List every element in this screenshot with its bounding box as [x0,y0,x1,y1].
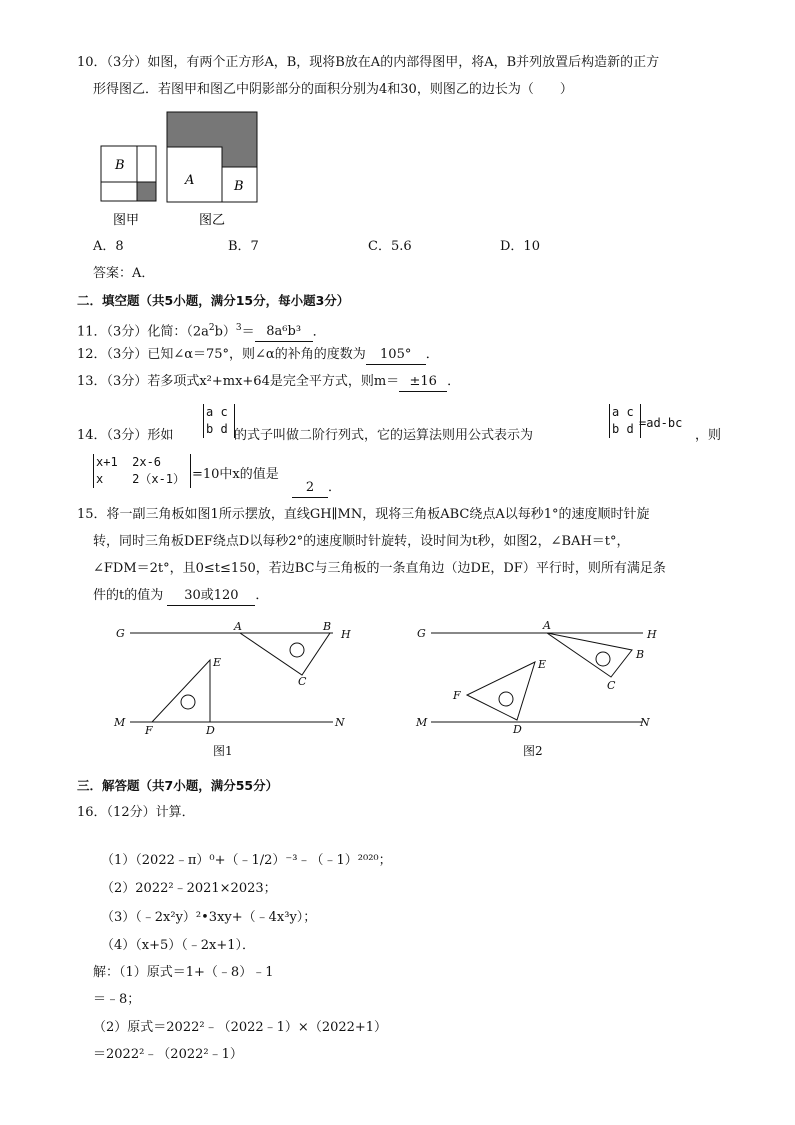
det2-row-2: x 2（x-1） [96,472,186,486]
q14-mid: 的式子叫做二阶行列式，它的运算法则用公式表示为 [234,428,534,443]
fig1-label-b: B [323,620,332,633]
q16-title: 16．（12分）计算． [77,805,195,820]
q10-figures [95,108,265,233]
q14-end: ，则 [695,428,722,443]
q10-line2: 形得图乙．若图甲和图乙中阴影部分的面积分别为4和30，则图乙的边长为（ ） [93,82,573,97]
caption-jia: 图甲 [113,213,140,228]
q11-answer: 8a⁶b³ [255,323,313,342]
q15-end: ． [255,588,269,603]
q11-pre: 11．（3分）化简：（2a [77,324,209,340]
q13 [77,373,460,392]
q10-option-c: C．5.6 [368,239,412,254]
fig2-label-f: F [453,689,461,702]
q11-sup2: 3 [235,323,242,333]
det-row-1: a c [612,405,634,419]
caption-yi: 图乙 [199,213,226,228]
q14-determinant-problem [93,454,191,488]
q11 [77,319,326,342]
q15-line2: 转，同时三角板DEF绕点D以每秒2°的速度顺时针旋转，设时间为t秒，如图2，∠BAH＝t°， [93,534,630,549]
fig1-label-g: G [116,627,125,640]
det-row-2: b d [612,422,634,436]
fig1-label-a: A [234,620,242,633]
q16-solution-2: ＝﹣8； [93,992,141,1007]
fig-b-label-2: B [234,179,244,194]
fig1-label-n: N [335,716,345,729]
figure-yi [167,112,257,202]
fig2-label-b: B [636,648,645,661]
fig2-label-m: M [416,716,428,729]
q15-figures [105,615,685,765]
q14-determinant-def [203,404,235,438]
q12-end: ． [425,347,439,362]
q11-end: ． [312,324,326,340]
fig2-label-a: A [543,619,551,632]
q11-eq: ＝ [241,324,255,340]
fig1-caption: 图1 [213,744,233,758]
q16-solution-1: 解：（1）原式＝1+（﹣8）﹣1 [93,965,274,980]
det-row-1: a c [206,405,228,419]
fig2-label-e: E [538,658,547,671]
q10-answer: 答案：A． [93,266,155,281]
fig-b-label-1: B [115,158,125,173]
fig2-label-c: C [607,679,616,692]
q10-option-b: B．7 [228,239,259,254]
q10-line1: 10．（3分）如图，有两个正方形A，B，现将B放在A的内部得图甲，将A，B并列放置后构造新的正方 [77,55,660,70]
det2-row-1: x+1 2x-6 [96,455,162,469]
q15-line1: 15．将一副三角板如图1所示摆放，直线GH∥MN，现将三角板ABC绕点A以每秒1°的速度顺时针旋 [77,507,650,522]
q14-determinant-formula [609,404,641,438]
q12-pre: 12．（3分）已知∠α＝75°，则∠α的补角的度数为 [77,347,366,362]
q12-answer: 105° [366,346,426,365]
q14-tail: =10中x的值是 [192,467,279,482]
figure-2 [431,633,643,722]
q16-part3: （3）（﹣2x²y）²•3xy+（﹣4x³y）； [101,910,317,925]
fig1-label-h: H [341,628,351,641]
fig1-label-f: F [145,724,153,737]
fig2-label-n: N [640,716,650,729]
fig-a-label: A [185,173,195,188]
figure-jia [101,146,156,201]
fig1-label-m: M [114,716,126,729]
q16-part2: （2）2022²﹣2021×2023； [101,881,277,896]
fig1-label-e: E [213,656,222,669]
fig1-label-c: C [298,675,307,688]
q15-answer: 30或120 [167,587,255,606]
q14-pre: 14．（3分）形如 [77,428,174,443]
q15-line4 [93,587,268,606]
q16-part1: （1）（2022﹣π）⁰+（﹣1/2）⁻³﹣（﹣1）²⁰²⁰； [101,853,392,868]
fig2-label-d: D [513,723,522,736]
q13-answer: ±16 [399,373,447,392]
fig2-label-g: G [417,627,426,640]
q11-mid: b） [214,324,236,340]
q14-formula: =ad-bc [639,416,683,430]
fig1-label-d: D [206,724,215,737]
q15-line3: ∠FDM＝2t°，且0≤t≤150，若边BC与三角板的一条直角边（边DE，DF）平行时，则所有满足条 [93,561,666,576]
q14-dot: ． [328,480,342,495]
section-3-heading: 三．解答题（共7小题，满分55分） [77,778,279,793]
q13-pre: 13．（3分）若多项式x²+mx+64是完全平方式，则m＝ [77,374,400,389]
fig2-caption: 图2 [523,744,543,758]
fig2-label-h: H [647,628,657,641]
q14-answer: 2 [292,479,328,498]
det-row-2: b d [206,422,228,436]
q13-end: ． [447,374,461,389]
q16-solution-3: （2）原式＝2022²﹣（2022﹣1）×（2022+1） [93,1020,388,1035]
q15-line4-pre: 件的t的值为 [93,588,164,603]
q11-sup1: 2 [208,323,215,333]
q12 [77,346,439,365]
q10-option-a: A．8 [93,239,124,254]
section-2-heading: 二．填空题（共5小题，满分15分，每小题3分） [77,293,350,308]
q14-answer-line [292,479,341,498]
q10-option-d: D．10 [500,239,540,254]
q16-part4: （4）（x+5）（﹣2x+1）． [101,938,256,953]
q16-solution-4: ＝2022²﹣（2022²﹣1） [93,1047,243,1062]
